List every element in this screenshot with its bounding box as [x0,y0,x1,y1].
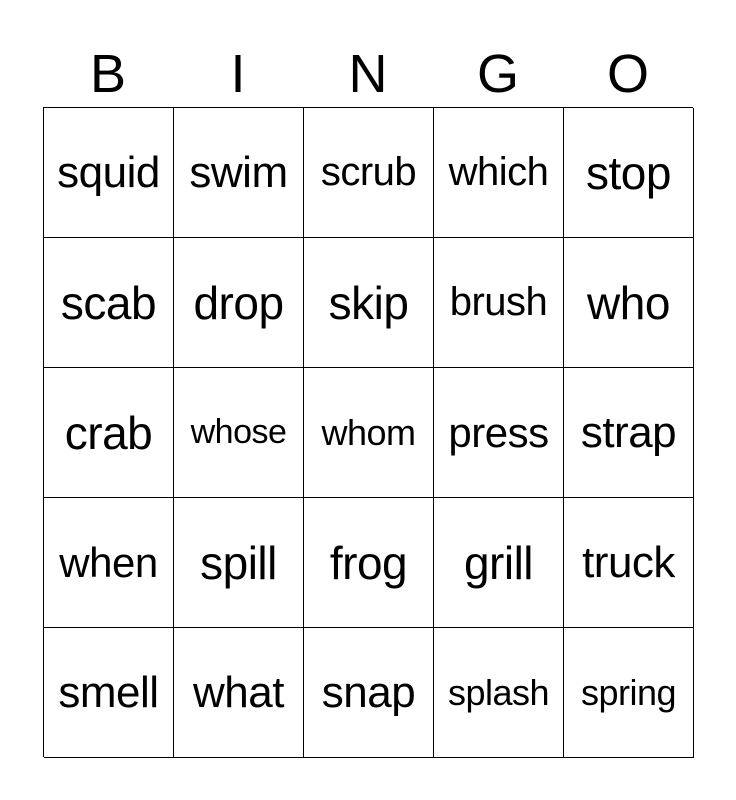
bingo-cell: grill [434,498,564,628]
bingo-board [43,107,693,757]
bingo-cell: who [564,238,694,368]
bingo-cell: squid [44,108,174,238]
header-letter-g: G [476,44,519,104]
bingo-cell: truck [564,498,694,628]
bingo-cell: which [434,108,564,238]
bingo-cell: frog [304,498,434,628]
bingo-cell: scab [44,238,174,368]
header-letter-o: O [606,44,649,104]
bingo-cell: skip [304,238,434,368]
bingo-cell: scrub [304,108,434,238]
bingo-cell: whom [304,368,434,498]
bingo-cell: strap [564,368,694,498]
bingo-cell: swim [174,108,304,238]
bingo-cell: spill [174,498,304,628]
bingo-cell: whose [174,368,304,498]
bingo-cell: stop [564,108,694,238]
bingo-cell: what [174,628,304,758]
header-letter-i: I [230,44,246,104]
bingo-cell: brush [434,238,564,368]
bingo-header [43,40,693,108]
bingo-cell: spring [564,628,694,758]
bingo-cell: crab [44,368,174,498]
bingo-cell: splash [434,628,564,758]
bingo-cell: drop [174,238,304,368]
bingo-cell: snap [304,628,434,758]
header-letter-n: N [348,44,388,104]
bingo-cell: when [44,498,174,628]
bingo-cell: smell [44,628,174,758]
bingo-cell: press [434,368,564,498]
header-letter-b: B [89,44,127,104]
